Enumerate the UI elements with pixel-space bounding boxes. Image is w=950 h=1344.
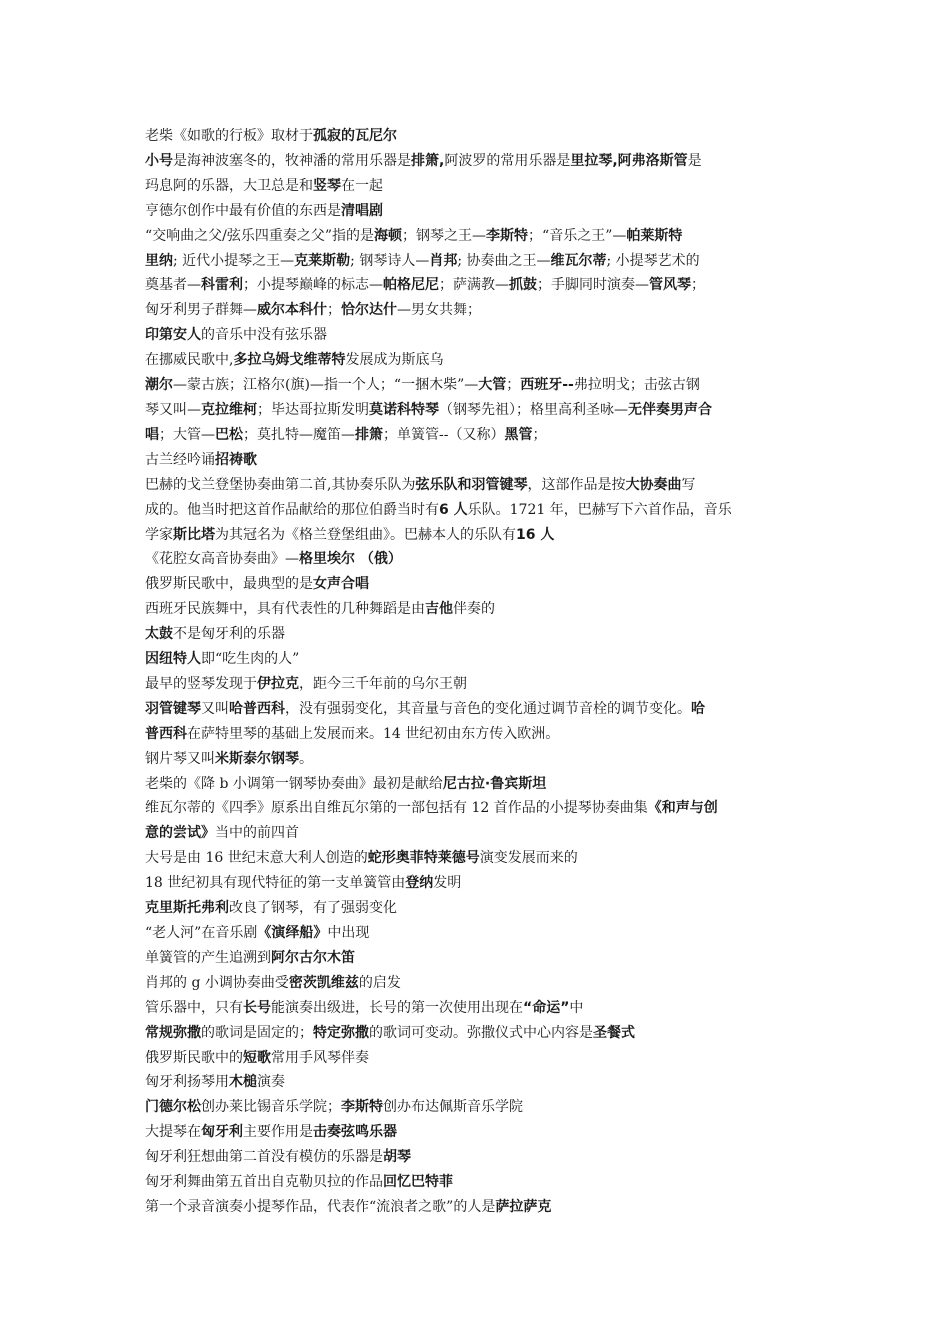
text-segment: 《花腔女高音协奏曲》—	[145, 551, 299, 568]
text-segment: —男女共舞；	[397, 302, 481, 319]
text-segment: ；	[691, 277, 705, 294]
text-line	[145, 896, 810, 921]
bold-term: 无伴奏男声合	[628, 401, 712, 418]
text-segment: 中	[569, 999, 584, 1016]
text-segment: 钢片琴又叫	[145, 750, 215, 767]
bold-term: 吉他	[425, 601, 453, 618]
text-segment: ，这部作品是按	[527, 476, 626, 493]
bold-term: 小号	[145, 152, 173, 169]
text-segment: 古兰经吟诵	[145, 451, 215, 468]
bold-term: 排箫	[355, 426, 383, 443]
text-segment: 在一起	[341, 177, 383, 194]
bold-term: 斯比塔	[173, 526, 215, 543]
bold-term: 潮尔	[145, 377, 173, 394]
bold-term: 《演绎船》	[257, 925, 328, 941]
bold-term: 里纳	[145, 252, 173, 269]
text-segment: 写	[681, 476, 696, 493]
text-segment: ；大管—	[159, 426, 215, 443]
bold-term: 帕莱斯特	[626, 227, 683, 244]
bold-term: 管风琴	[649, 277, 691, 294]
text-line	[145, 199, 810, 224]
text-segment: ；莫扎特—魔笛—	[243, 426, 355, 443]
bold-term: 莫诺科特琴	[369, 401, 439, 418]
text-segment: 老柴的《降 b 小调第一钢琴协奏曲》最初是献给	[145, 775, 443, 792]
text-line	[145, 946, 810, 971]
bold-term: 伊拉克	[257, 675, 299, 692]
text-line	[145, 1195, 810, 1220]
bold-term: 米斯泰尔钢琴	[215, 750, 299, 767]
bold-term: 羽管键琴	[145, 700, 201, 717]
text-line	[145, 1095, 810, 1120]
text-line	[145, 323, 810, 348]
text-line	[145, 796, 810, 821]
bold-term: 6 人	[439, 501, 468, 518]
text-line	[145, 921, 810, 946]
text-segment: 改良了钢琴，有了强弱变化	[229, 900, 397, 917]
bold-term: 排箫,	[411, 152, 445, 169]
bold-term: 唱	[145, 426, 159, 443]
text-segment: 不是匈牙利的乐器	[173, 626, 285, 643]
text-line	[145, 1170, 810, 1195]
text-line	[145, 1046, 810, 1071]
text-segment: 大提琴在	[145, 1124, 201, 1141]
text-segment: 亨德尔创作中最有价值的东西是	[145, 202, 341, 219]
bold-term: 阿尔古尔木笛	[271, 949, 355, 966]
bold-term: 多拉乌姆戈维蒂特	[233, 352, 346, 369]
text-segment: ; 近代小提琴之王—	[173, 252, 295, 269]
text-segment: “交响曲之父/弦乐四重奏之父”指的是	[145, 227, 375, 244]
text-line	[145, 398, 810, 423]
text-segment: 西班牙民族舞中，具有代表性的几种舞蹈是由	[145, 601, 425, 618]
text-segment: 演变发展而来的	[479, 850, 578, 867]
text-line	[145, 1021, 810, 1046]
text-segment: ；手脚同时演奏—	[537, 277, 649, 294]
bold-term: 威尔本科什	[257, 302, 327, 319]
text-segment: 为其冠名为《格兰登堡组曲》。巴赫本人的乐队有	[215, 526, 516, 543]
bold-term: 木槌	[229, 1074, 257, 1091]
bold-term: 太鼓	[145, 626, 173, 643]
text-segment: ; 小提琴艺术的	[606, 252, 700, 269]
bold-term: 维瓦尔蒂	[550, 252, 607, 269]
text-line	[145, 772, 810, 797]
bold-term: 意的尝试》	[145, 825, 215, 842]
text-segment: ；	[327, 302, 341, 319]
bold-term: 克莱斯勒	[294, 252, 351, 269]
bold-term: 巴松	[215, 426, 243, 443]
bold-term: 里拉琴,阿弗洛斯管	[570, 152, 688, 169]
bold-term: 科雷利	[201, 277, 243, 294]
text-segment: 发明	[433, 875, 462, 892]
text-segment: ；	[532, 426, 547, 443]
text-segment: 老柴《如歌的行板》取材于	[145, 128, 313, 144]
text-segment: 学家	[145, 526, 173, 543]
text-line	[145, 124, 810, 149]
text-segment: 。	[299, 750, 313, 767]
text-segment: 成的。他当时把这首作品献给的那位伯爵当时有	[145, 501, 439, 518]
text-line	[145, 273, 810, 298]
text-line	[145, 647, 810, 672]
text-segment: —蒙古族；江格尔(旗)—指一个人；“一捆木柴”—	[173, 377, 479, 394]
text-segment: “老人河”在音乐剧	[145, 925, 258, 941]
text-segment: 单簧管的产生追溯到	[145, 949, 271, 966]
bold-term: 大协奏曲	[625, 476, 682, 493]
text-line	[145, 298, 810, 323]
text-segment: ; 钢琴诗人—	[350, 252, 430, 269]
text-line	[145, 224, 810, 249]
bold-term: 抓鼓	[509, 277, 537, 294]
text-line	[145, 747, 810, 772]
bold-term: 哈	[691, 700, 705, 717]
text-segment: 演奏	[257, 1074, 285, 1091]
text-segment: 弗拉明戈；击弦古钢	[573, 377, 700, 394]
bold-term: 《和声与创	[647, 800, 718, 817]
text-segment: ；	[506, 377, 521, 394]
text-segment: 匈牙利舞曲第五首出自克勒贝拉的作品	[145, 1174, 383, 1191]
text-segment: 发展成为斯底乌	[345, 352, 444, 369]
text-segment: 维瓦尔蒂的《四季》原系出自维瓦尔第的一部包括有 12 首作品的小提琴协奏曲集	[145, 800, 648, 817]
text-segment: 在挪威民歌中,	[145, 352, 234, 369]
text-line	[145, 423, 810, 448]
text-segment: 当中的前四首	[215, 825, 299, 842]
text-segment: ；“音乐之王”—	[528, 227, 627, 244]
text-line	[145, 149, 810, 174]
text-line	[145, 697, 810, 722]
text-line	[145, 249, 810, 274]
text-segment: 最早的竖琴发现于	[145, 675, 257, 692]
bold-term: 孤寂的瓦尼尔	[313, 128, 397, 144]
text-segment: 俄罗斯民歌中的	[145, 1049, 243, 1066]
text-segment: 琴又叫—	[145, 401, 201, 418]
bold-term: 尼古拉·鲁宾斯坦	[442, 775, 547, 792]
text-line	[145, 448, 810, 473]
text-line	[145, 622, 810, 647]
bold-term: 击奏弦鸣乐器	[313, 1124, 397, 1141]
bold-term: 长号	[243, 999, 271, 1016]
bold-term: 肖邦	[429, 252, 458, 269]
text-line	[145, 348, 810, 373]
text-line	[145, 523, 810, 548]
bold-term: 登纳	[405, 875, 434, 892]
text-segment: 是海神波塞冬的，牧神潘的常用乐器是	[173, 152, 411, 169]
text-segment: ；单簧管--（又称）	[383, 426, 505, 443]
text-line	[145, 672, 810, 697]
text-segment: ，没有强弱变化，其音量与音色的变化通过调节音栓的调节变化。	[285, 700, 691, 717]
document-body	[145, 124, 810, 1220]
bold-term: 清唱剧	[341, 202, 383, 219]
text-line	[145, 498, 810, 523]
bold-term: 密茨凯维兹	[288, 974, 359, 991]
text-line	[145, 473, 810, 498]
text-line	[145, 821, 810, 846]
text-segment: 巴赫的戈兰登堡协奏曲第二首,其协奏乐队为	[145, 476, 416, 493]
text-line	[145, 597, 810, 622]
text-segment: 肖邦的 g 小调协奏曲受	[145, 974, 289, 991]
text-segment: ；小提琴巅峰的标志—	[243, 277, 383, 294]
bold-term: 大管	[478, 377, 507, 394]
text-line	[145, 871, 810, 896]
bold-term: 海顿	[374, 227, 403, 244]
text-segment: 的歌词可变动。弥撒仪式中心内容是	[369, 1024, 593, 1041]
text-segment: 又叫	[201, 700, 229, 717]
bold-term: 格里埃尔 （俄）	[299, 551, 402, 568]
text-segment: 匈牙利狂想曲第二首没有模仿的乐器是	[145, 1149, 383, 1166]
text-segment: 玛息阿的乐器，大卫总是和	[145, 177, 313, 194]
bold-term: 黑管	[504, 426, 533, 443]
bold-term: 印第安人	[145, 327, 201, 344]
text-segment: 大号是由 16 世纪末意大利人创造的	[145, 850, 368, 867]
text-line	[145, 722, 810, 747]
bold-term: 恰尔达什	[341, 302, 397, 319]
text-line	[145, 996, 810, 1021]
bold-term: 16 人	[516, 526, 555, 543]
bold-term: 萨拉萨克	[495, 1198, 552, 1215]
bold-term: 李斯特	[486, 227, 529, 244]
text-line	[145, 1120, 810, 1145]
text-segment: 匈牙利男子群舞—	[145, 302, 257, 319]
text-segment: 的音乐中没有弦乐器	[201, 327, 327, 344]
text-segment: 主要作用是	[243, 1124, 313, 1141]
text-segment: 创办莱比锡音乐学院；	[201, 1099, 341, 1116]
text-segment: 的启发	[358, 974, 401, 991]
bold-term: 蛇形奥菲特莱德号	[367, 850, 480, 867]
text-line	[145, 373, 810, 398]
text-segment: 在萨特里琴的基础上发展而来。14 世纪初由东方传入欧洲。	[187, 725, 560, 742]
text-line	[145, 174, 810, 199]
bold-term: 特定弥撒	[313, 1024, 369, 1041]
text-segment: ；萨满教—	[439, 277, 509, 294]
bold-term: 帕格尼尼	[383, 277, 439, 294]
text-segment: 阿波罗的常用乐器是	[444, 152, 571, 169]
bold-term: 普西科	[145, 725, 187, 742]
bold-term: 西班牙--	[520, 377, 574, 394]
text-segment: 乐队。1721 年，巴赫写下六首作品，音乐	[467, 501, 732, 518]
bold-term: 门德尔松	[145, 1099, 201, 1116]
text-segment: 第一个录音演奏小提琴作品，代表作“流浪者之歌”的人是	[145, 1198, 496, 1215]
bold-term: 因纽特人	[145, 651, 201, 668]
bold-term: 李斯特	[341, 1099, 383, 1116]
text-segment: 18 世纪初具有现代特征的第一支单簧管由	[145, 875, 406, 892]
text-segment: 的歌词是固定的；	[201, 1024, 313, 1041]
bold-term: 哈普西科	[229, 700, 285, 717]
text-segment: ；钢琴之王—	[402, 227, 487, 244]
text-segment: 是	[687, 152, 702, 169]
bold-term: 短歌	[243, 1049, 271, 1066]
bold-term: 匈牙利	[201, 1124, 243, 1141]
text-segment: ，距今三千年前的乌尔王朝	[299, 675, 467, 692]
bold-term: 克拉维柯	[201, 401, 257, 418]
text-segment: 匈牙利扬琴用	[145, 1074, 229, 1091]
bold-term: “命运”	[523, 999, 570, 1016]
text-segment: 中出现	[327, 925, 370, 941]
bold-term: 竖琴	[313, 177, 341, 194]
bold-term: 回忆巴特菲	[383, 1174, 453, 1191]
bold-term: 克里斯托弗利	[145, 900, 229, 917]
text-segment: 创办布达佩斯音乐学院	[383, 1099, 523, 1116]
text-segment: 伴奏的	[453, 601, 495, 618]
text-segment: 管乐器中，只有	[145, 999, 243, 1016]
text-segment: （钢琴先祖）；格里高利圣咏—	[439, 401, 628, 418]
text-segment: 能演奏出级进，长号的第一次使用出现在	[271, 999, 523, 1016]
bold-term: 弦乐队和羽管键琴	[415, 476, 528, 493]
text-line	[145, 572, 810, 597]
text-segment: ；毕达哥拉斯发明	[257, 401, 369, 418]
text-segment: 即“吃生肉的人”	[201, 651, 300, 668]
text-segment: 奠基者—	[145, 277, 201, 294]
bold-term: 圣餐式	[593, 1024, 635, 1041]
text-segment: 常用手风琴伴奏	[271, 1049, 369, 1066]
bold-term: 女声合唱	[313, 576, 369, 593]
text-line	[145, 547, 810, 572]
bold-term: 常规弥撒	[145, 1024, 201, 1041]
bold-term: 胡琴	[383, 1149, 411, 1166]
bold-term: 招祷歌	[215, 451, 257, 468]
text-line	[145, 1070, 810, 1095]
text-line	[145, 846, 810, 871]
text-line	[145, 1145, 810, 1170]
text-segment: 俄罗斯民歌中，最典型的是	[145, 576, 313, 593]
text-segment: ; 协奏曲之王—	[457, 252, 551, 269]
text-line	[145, 971, 810, 996]
